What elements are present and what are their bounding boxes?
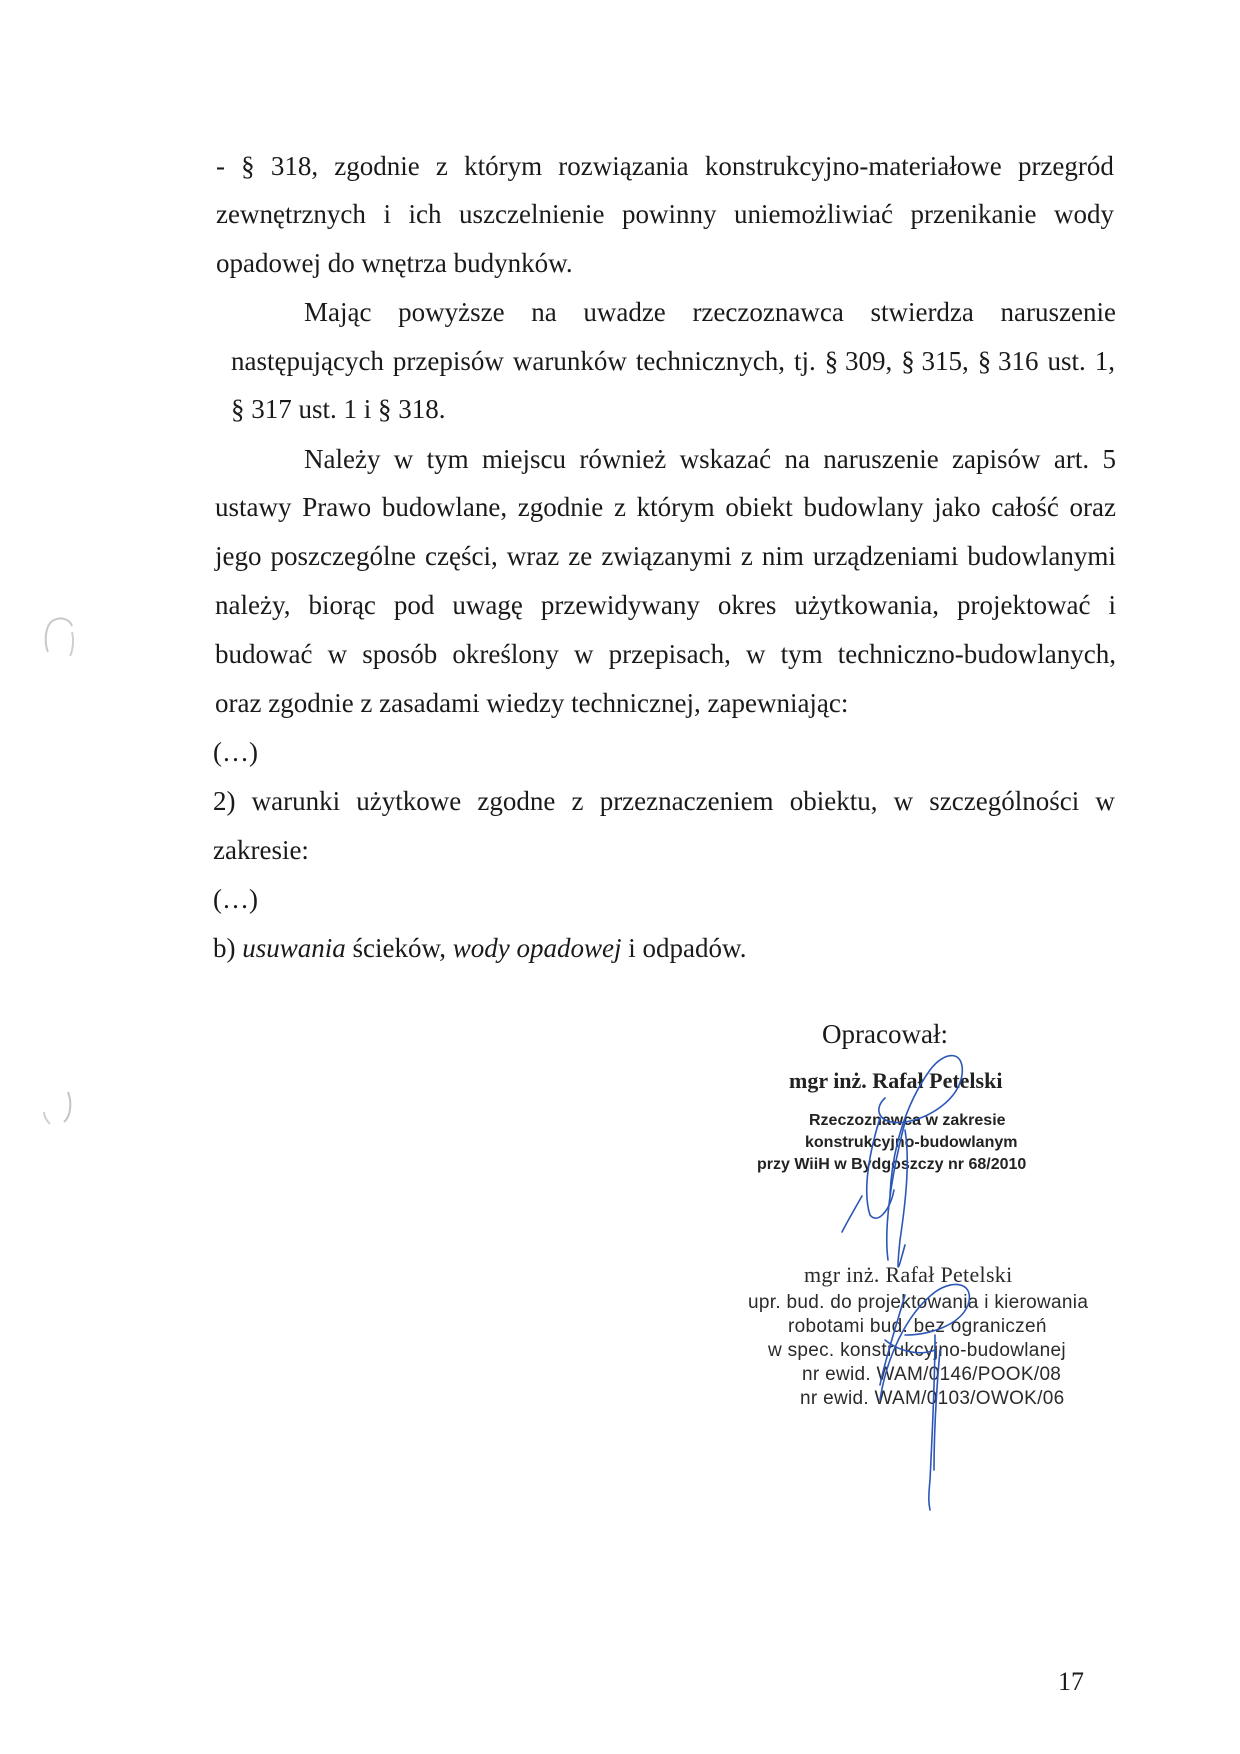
word: z: [613, 492, 626, 522]
word: którym: [636, 492, 715, 522]
body-line-6: § 317 ust. 1 i § 318.: [231, 394, 446, 424]
license-stamp-line-4: w spec. konstrukcyjno-budowlanej: [768, 1340, 1066, 1361]
word: rozwiązania: [558, 151, 689, 181]
body-line-5: [231, 343, 1115, 379]
stamp-expert-name: mgr inż. Rafał Petelski: [789, 1068, 1003, 1093]
word: całość: [991, 492, 1059, 522]
word: projektować: [957, 590, 1091, 620]
word: przepisów: [392, 346, 504, 376]
body-line-12: oraz zgodnie z zasadami wiedzy technicznej, zapewniając:: [215, 688, 849, 718]
body-line-last: [213, 930, 747, 966]
stamp-expert-line-3: przy WiiH w Bydgoszczy nr 68/2010: [757, 1156, 1027, 1173]
word: sposób: [362, 639, 438, 669]
word: zapisów: [952, 444, 1041, 474]
word: zgodne: [477, 786, 556, 816]
word: § 309,: [824, 346, 893, 376]
word: przenikanie: [910, 199, 1037, 229]
word: zgodnie: [334, 151, 420, 181]
last-line-mid: ścieków,: [345, 933, 453, 963]
word: 1,: [1094, 346, 1115, 376]
license-stamp-line-3: robotami bud. bez ograniczeń: [788, 1316, 1047, 1337]
word: technicznych,: [635, 346, 786, 376]
license-stamp-line-5: nr ewid. WAM/0146/POOK/08: [802, 1364, 1062, 1385]
word: obiektu,: [789, 786, 878, 816]
word: następujących: [231, 346, 384, 376]
word: wody: [1053, 199, 1114, 229]
word: uwadze: [583, 297, 666, 327]
last-line-italic-2: wody opadowej: [452, 933, 622, 963]
word: warunków: [512, 346, 627, 376]
word: w: [327, 639, 348, 669]
word: obiekt: [725, 492, 793, 522]
body-line-9: [215, 538, 1116, 574]
word: § 315,: [901, 346, 969, 376]
word: ust.: [1047, 346, 1086, 376]
body-line-1: [216, 148, 1114, 184]
body-line-3: opadowej do wnętrza budynków.: [216, 248, 573, 278]
word: na: [531, 297, 557, 327]
word: 2): [213, 786, 236, 816]
word: § 316: [977, 346, 1039, 376]
word: z: [435, 151, 448, 181]
word: tj.: [794, 346, 816, 376]
word: Mając: [304, 297, 372, 327]
word: powyższe: [398, 297, 505, 327]
word: związanymi: [601, 541, 732, 571]
word: urządzeniami: [812, 541, 959, 571]
prepared-by-label: Opracował:: [822, 1019, 948, 1049]
word: z: [740, 541, 753, 571]
stamp-expert-line-2: konstrukcyjno-budowlanym: [805, 1134, 1018, 1151]
word: szczególności: [929, 786, 1080, 816]
punch-hole-mark-bottom: [38, 1084, 78, 1134]
word: uniemożliwiać: [734, 199, 893, 229]
word: budowlane,: [381, 492, 508, 522]
word: tym: [780, 639, 823, 669]
page-number: 17: [1058, 1667, 1084, 1696]
word: należy,: [215, 590, 291, 620]
word: budowlany: [803, 492, 924, 522]
ellipsis-2: (…): [213, 884, 258, 914]
word: jako: [934, 492, 981, 522]
word: budowlanymi: [967, 541, 1116, 571]
word: którym: [464, 151, 543, 181]
word: Należy: [304, 444, 381, 474]
word: Prawo: [302, 492, 372, 522]
word: konstrukcyjno-materiałowe: [704, 151, 1002, 181]
word: -: [216, 151, 225, 181]
word: art.: [1053, 444, 1090, 474]
word: tym: [426, 444, 469, 474]
word: nim: [761, 541, 804, 571]
word: warunki: [251, 786, 341, 816]
license-stamp-line-2: upr. bud. do projektowania i kierowania: [748, 1292, 1089, 1313]
license-stamp-name: mgr inż. Rafał Petelski: [804, 1262, 1013, 1287]
word: 5: [1102, 444, 1116, 474]
word: stwierdza: [870, 297, 974, 327]
word: powinny: [621, 199, 717, 229]
word: okres: [717, 590, 777, 620]
punch-hole-mark-top: [40, 612, 80, 662]
word: jego: [215, 541, 262, 571]
last-line-italic-1: usuwania: [242, 933, 346, 963]
body-line-15: zakresie:: [213, 835, 309, 865]
word: i: [1108, 590, 1116, 620]
body-line-7: [304, 441, 1116, 477]
last-line-suffix: i odpadów.: [621, 933, 747, 963]
word: określony: [452, 639, 559, 669]
stamp-expert-line-1: Rzeczoznawca w zakresie: [809, 1112, 1006, 1129]
word: miejscu: [482, 444, 566, 474]
word: poszczególne: [270, 541, 416, 571]
word: wraz: [506, 541, 560, 571]
word: rzeczoznawca: [692, 297, 844, 327]
word: przegród: [1017, 151, 1114, 181]
word: również: [579, 444, 667, 474]
word: w: [393, 444, 414, 474]
word: budować: [215, 639, 313, 669]
word: wskazać: [679, 444, 772, 474]
word: i: [383, 199, 391, 229]
word: zewnętrznych: [216, 199, 366, 229]
word: 318,: [270, 151, 319, 181]
word: z: [571, 786, 584, 816]
ellipsis-1: (…): [213, 737, 258, 767]
word: oraz: [1069, 492, 1116, 522]
word: techniczno-budowlanych,: [837, 639, 1116, 669]
word: przepisach,: [608, 639, 731, 669]
body-line-14: [213, 783, 1115, 819]
word: użytkowe: [356, 786, 462, 816]
word: ich: [408, 199, 442, 229]
body-line-8: [215, 489, 1116, 525]
word: uwagę: [452, 590, 523, 620]
word: części,: [425, 541, 498, 571]
word: użytkowania,: [794, 590, 940, 620]
word: w: [1095, 786, 1115, 816]
word: uszczelnienie: [459, 199, 605, 229]
body-line-11: [215, 636, 1116, 672]
word: na: [784, 444, 810, 474]
word: przeznaczeniem: [599, 786, 774, 816]
word: naruszenie: [823, 444, 939, 474]
word: zgodnie: [517, 492, 604, 522]
word: przewidywany: [540, 590, 700, 620]
body-line-4: [304, 294, 1116, 330]
word: w: [893, 786, 914, 816]
body-line-2: [216, 196, 1114, 232]
word: §: [241, 151, 255, 181]
word: pod: [393, 590, 435, 620]
word: w: [574, 639, 594, 669]
word: naruszenie: [1000, 297, 1116, 327]
word: w: [746, 639, 766, 669]
body-line-10: [215, 587, 1116, 623]
word: ustawy: [215, 492, 292, 522]
word: ze: [568, 541, 593, 571]
license-stamp-line-6: nr ewid. WAM/0103/OWOK/06: [800, 1388, 1065, 1409]
last-line-prefix: b): [213, 933, 243, 963]
word: biorąc: [308, 590, 376, 620]
